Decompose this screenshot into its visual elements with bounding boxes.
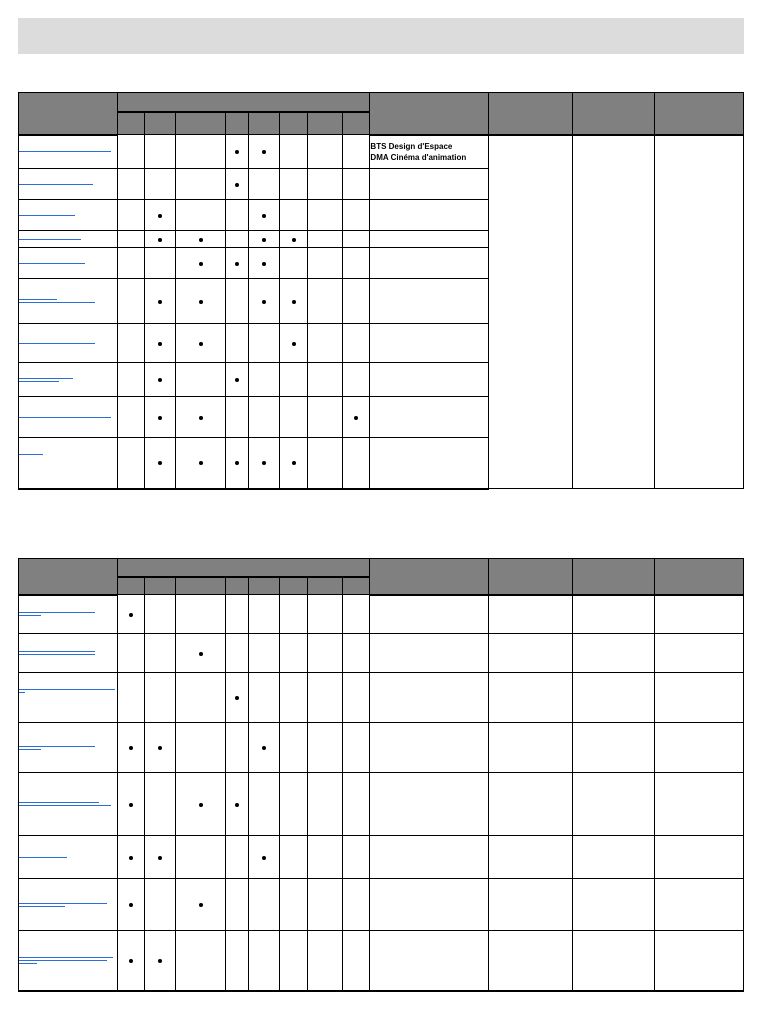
criteria-bullet [235, 150, 239, 154]
criteria-bullet [354, 416, 358, 420]
criteria-bullet [129, 959, 133, 963]
school-link[interactable] [19, 773, 118, 836]
program-line-2: DMA Cinéma d'animation [370, 152, 467, 162]
subheader-cell [308, 577, 343, 595]
page-title-bar [18, 18, 744, 54]
criteria-bullet [158, 959, 162, 963]
criteria-bullet [262, 214, 266, 218]
header-cell-name [19, 93, 118, 135]
criteria-bullet [262, 238, 266, 242]
criteria-bullet [199, 342, 203, 346]
table-row [19, 931, 744, 991]
school-link[interactable] [19, 438, 118, 489]
school-link[interactable] [19, 723, 118, 773]
criteria-bullet [158, 300, 162, 304]
criteria-bullet [199, 300, 203, 304]
subheader-cell [176, 577, 226, 595]
school-link[interactable] [19, 231, 118, 248]
table-row [19, 135, 744, 169]
header-cell-col-10 [370, 559, 488, 595]
subheader-cell [226, 112, 249, 135]
subheader-cell [280, 577, 308, 595]
criteria-bullet [235, 696, 239, 700]
criteria-bullet [158, 746, 162, 750]
criteria-bullet [262, 150, 266, 154]
school-link[interactable] [19, 397, 118, 438]
criteria-bullet [129, 856, 133, 860]
school-link[interactable] [19, 673, 118, 723]
subheader-cell [308, 112, 343, 135]
header-cell-name [19, 559, 118, 595]
header-cell-col-10 [370, 93, 488, 135]
header-cell-col-12 [572, 559, 654, 595]
criteria-bullet [158, 378, 162, 382]
criteria-bullet [158, 214, 162, 218]
subheader-cell [118, 577, 145, 595]
criteria-bullet [199, 652, 203, 656]
subheader-cell [176, 112, 226, 135]
subheader-cell [145, 112, 176, 135]
criteria-bullet [292, 300, 296, 304]
table-1 [18, 92, 744, 490]
school-link[interactable] [19, 595, 118, 634]
subheader-cell [118, 112, 145, 135]
criteria-bullet [129, 903, 133, 907]
header-cell-col-11 [488, 93, 572, 135]
school-link[interactable] [19, 634, 118, 673]
criteria-bullet [262, 300, 266, 304]
school-link[interactable] [19, 836, 118, 879]
table-row [19, 673, 744, 723]
table-row [19, 723, 744, 773]
subheader-cell [343, 112, 370, 135]
criteria-bullet [158, 416, 162, 420]
criteria-bullet [292, 342, 296, 346]
subheader-cell [280, 112, 308, 135]
header-cell-col-13 [654, 559, 743, 595]
merged-cell [572, 135, 654, 489]
school-link[interactable] [19, 279, 118, 324]
program-info-cell [370, 135, 488, 169]
criteria-bullet [262, 262, 266, 266]
criteria-bullet [199, 803, 203, 807]
criteria-bullet [199, 262, 203, 266]
school-link[interactable] [19, 200, 118, 231]
merged-cell [488, 135, 572, 489]
header-cell-col-13 [654, 93, 743, 135]
criteria-bullet [235, 262, 239, 266]
criteria-bullet [235, 461, 239, 465]
criteria-bullet [235, 803, 239, 807]
criteria-bullet [199, 461, 203, 465]
criteria-bullet [262, 746, 266, 750]
criteria-bullet [199, 238, 203, 242]
table-row [19, 634, 744, 673]
criteria-bullet [129, 746, 133, 750]
subheader-cell [343, 577, 370, 595]
criteria-bullet [158, 461, 162, 465]
header-cell-criteria-group [118, 559, 370, 577]
school-link[interactable] [19, 931, 118, 991]
school-link[interactable] [19, 324, 118, 363]
table-2 [18, 558, 744, 992]
table-row [19, 836, 744, 879]
school-link[interactable] [19, 135, 118, 169]
criteria-bullet [292, 461, 296, 465]
criteria-bullet [199, 416, 203, 420]
criteria-bullet [235, 183, 239, 187]
criteria-bullet [158, 856, 162, 860]
subheader-cell [249, 577, 280, 595]
criteria-bullet [262, 461, 266, 465]
school-link[interactable] [19, 363, 118, 397]
criteria-bullet [158, 342, 162, 346]
subheader-cell [145, 577, 176, 595]
criteria-bullet [199, 903, 203, 907]
school-link[interactable] [19, 169, 118, 200]
header-cell-col-12 [572, 93, 654, 135]
criteria-bullet [292, 238, 296, 242]
criteria-bullet [158, 238, 162, 242]
program-line-1: BTS Design d'Espace [370, 141, 453, 151]
merged-cell [654, 135, 743, 489]
subheader-cell [226, 577, 249, 595]
criteria-bullet [262, 856, 266, 860]
school-link[interactable] [19, 879, 118, 931]
table-row [19, 773, 744, 836]
criteria-bullet [129, 613, 133, 617]
table-row [19, 879, 744, 931]
school-link[interactable] [19, 248, 118, 279]
header-cell-col-11 [488, 559, 572, 595]
criteria-bullet [235, 378, 239, 382]
criteria-bullet [129, 803, 133, 807]
header-cell-criteria-group [118, 93, 370, 112]
subheader-cell [249, 112, 280, 135]
table-row [19, 595, 744, 634]
